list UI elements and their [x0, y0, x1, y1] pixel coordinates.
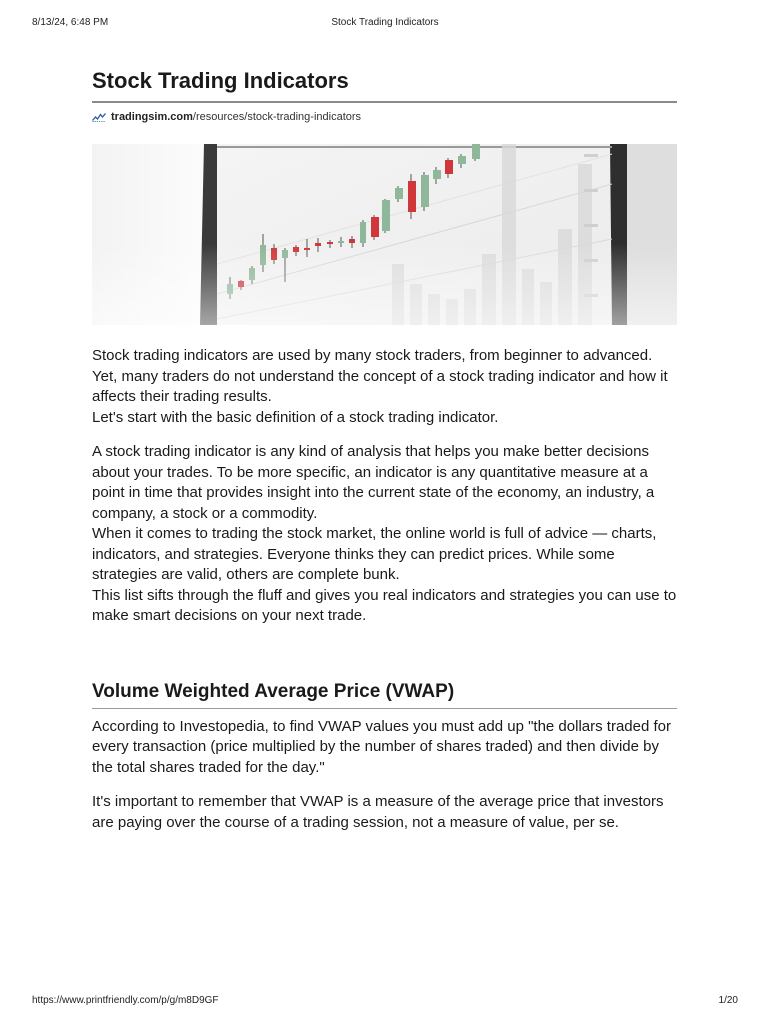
intro-paragraph: Stock trading indicators are used by many stock traders, from beginner to advanced. Yet, many traders do not understand the concept of a stock trading indicator and how it affects their trading results.	[92, 347, 668, 405]
vwap-paragraph-definition: According to Investopedia, to find VWAP values you must add up "the dollars traded for every transaction (price multiplied by the number of shares traded) and then divide by the total shares traded for the day."	[92, 717, 671, 776]
vwap-paragraph-note: It's important to remember that VWAP is a measure of the average price that investors are paying over the course of a trading session, not a measure of value, per se.	[92, 793, 664, 831]
print-footer	[32, 995, 738, 1009]
print-datetime: 8/13/24, 6:48 PM	[32, 17, 109, 28]
print-url[interactable]: https://www.printfriendly.com/p/g/m8D9GF	[32, 995, 219, 1006]
chart-line-icon	[92, 112, 106, 122]
page-number: 1/20	[718, 995, 738, 1006]
paragraph-list-intro: This list sifts through the fluff and gives you real indicators and strategies you can use to make smart decisions on your next trade.	[92, 586, 677, 624]
source-line[interactable]	[92, 108, 677, 126]
section-title-vwap: Volume Weighted Average Price (VWAP)	[92, 679, 677, 709]
source-path[interactable]: /resources/stock-trading-indicators	[192, 111, 362, 123]
intro-definition-line: Let's start with the basic definition of a stock trading indicator.	[92, 408, 499, 426]
intro	[92, 346, 677, 627]
print-header	[32, 17, 738, 31]
paragraph-advice: When it comes to trading the stock market, the online world is full of advice — charts, indicators, and strategies. Everyone thinks they can predict prices. While some strategies are valid, others are complete bunk.	[92, 525, 657, 583]
candlestick-chart-photo	[92, 144, 677, 325]
paragraph-definition: A stock trading indicator is any kind of analysis that helps you make better decisions about your trades. To be more specific, an indicator is any quantitative measure at a point in time that provides insight into the current state of the economy, an industry, a company, a stock or a commodity.	[92, 443, 655, 522]
source-domain[interactable]: tradingsim.com	[111, 111, 193, 123]
article	[92, 66, 677, 847]
print-page-title: Stock Trading Indicators	[331, 17, 439, 28]
page-title: Stock Trading Indicators	[92, 66, 677, 103]
hero-image	[92, 144, 677, 325]
section-body-vwap	[92, 717, 677, 834]
